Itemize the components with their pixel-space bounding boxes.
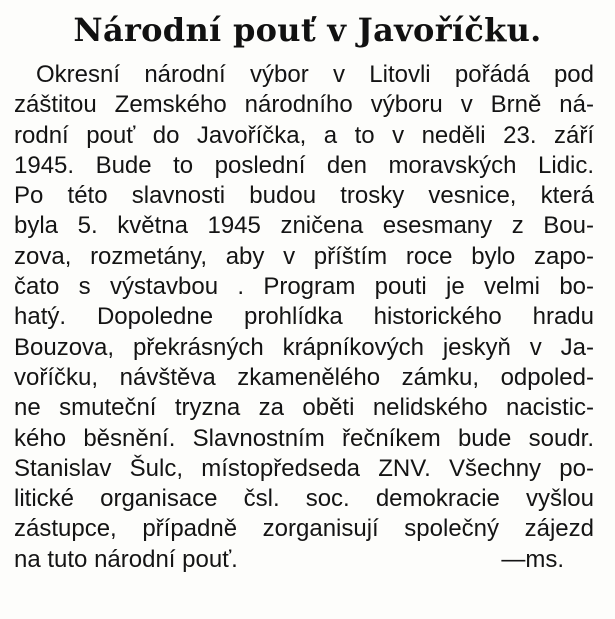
- article-line: zástupce, případně zorganisují společný zájezd: [14, 515, 594, 543]
- article-line: rodní pouť do Javoříčka, a to v neděli 23. září: [14, 121, 594, 149]
- article-line: Po této slavnosti budou trosky vesnice, která: [14, 182, 594, 210]
- article-line: ne smuteční tryzna za oběti nelidského nacistic-: [14, 394, 594, 422]
- article-line: 1945. Bude to poslední den moravských Lidic.: [14, 151, 594, 179]
- article-line: kého běsnění. Slavnostním řečníkem bude soudr.: [14, 424, 594, 452]
- article-line: byla 5. května 1945 zničena esesmany z Bou-: [14, 212, 594, 240]
- article-line: hatý. Dopoledne prohlídka historického hradu: [14, 303, 594, 331]
- article-line: záštitou Zemského národního výboru v Brně ná-: [14, 91, 594, 119]
- author-signature: —ms.: [501, 545, 564, 573]
- article-body: [14, 60, 594, 575]
- article-line: Stanislav Šulc, místopředseda ZNV. Všechny po-: [14, 454, 594, 482]
- article-last-line-text: na tuto národní pouť.: [14, 545, 238, 573]
- article-line: litické organisace čsl. soc. demokracie vyšlou: [14, 485, 594, 513]
- article-headline: Národní pouť v Javoříčku.: [73, 11, 542, 49]
- article-line: Okresní národní výbor v Litovli pořádá pod: [36, 61, 594, 88]
- article-line: voříčku, návštěva zkamenělého zámku, odpoled-: [14, 363, 594, 391]
- article-line: čato s výstavbou . Program pouti je velmi bo-: [14, 273, 594, 301]
- article-line: Bouzova, překrásných krápníkových jeskyň v Ja-: [14, 333, 594, 361]
- article-last-line: [14, 545, 594, 575]
- article-line: zova, rozmetány, aby v příštím roce bylo zapo-: [14, 242, 594, 270]
